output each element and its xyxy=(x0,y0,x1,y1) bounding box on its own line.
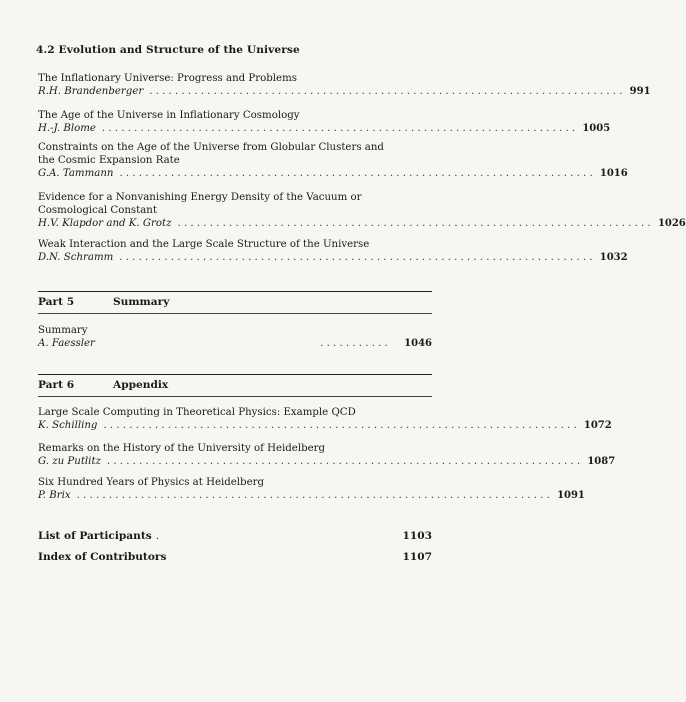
entry-page-number: 1005 xyxy=(582,123,611,134)
dot-leader: .......................................................................... xyxy=(119,252,596,263)
entry-title-line: the Cosmic Expansion Rate xyxy=(38,155,180,166)
entry-page-number: 1087 xyxy=(587,456,616,467)
dot-leader: .......................................................................... xyxy=(177,218,654,229)
entry-author: H.V. Klapdor and K. Grotz xyxy=(38,218,172,229)
back-matter-title: Index of Contributors xyxy=(38,551,167,563)
entry-author: A. Faessler xyxy=(38,338,95,349)
entry-page-number: 1091 xyxy=(557,490,585,501)
toc-entry xyxy=(38,442,616,468)
toc-entry xyxy=(38,324,432,350)
dot-leader: .......................................................................... xyxy=(119,168,596,179)
entry-page-number: 1016 xyxy=(599,168,628,179)
back-matter-row xyxy=(38,551,432,563)
section-heading: 4.2 Evolution and Structure of the Universe xyxy=(36,44,300,56)
entry-author: H.-J. Blome xyxy=(38,123,96,134)
entry-author-line xyxy=(38,419,612,432)
part-name: Summary xyxy=(113,296,170,308)
part-rule xyxy=(38,374,432,375)
entry-page-number: 1046 xyxy=(404,338,432,349)
entry-page-number: 1072 xyxy=(583,420,612,431)
entry-author-line xyxy=(38,337,432,350)
back-matter-page-number: 1103 xyxy=(402,530,432,542)
entry-title-line: Cosmological Constant xyxy=(38,205,157,216)
entry-author: R.H. Brandenberger xyxy=(38,86,144,97)
entry-title: Weak Interaction and the Large Scale Structure of the Universe xyxy=(38,239,370,250)
dot-leader: .......................................................................... xyxy=(101,123,579,134)
dot-leader: .......................................................................... xyxy=(76,490,554,501)
entry-author-line xyxy=(38,455,616,468)
entry-title: The Inflationary Universe: Progress and Problems xyxy=(38,73,297,84)
entry-title-line: Constraints on the Age of the Universe from Globular Clusters and xyxy=(38,142,384,153)
back-matter-title: List of Participants xyxy=(38,530,152,542)
part-rule xyxy=(38,291,432,292)
entry-author: K. Schilling xyxy=(38,420,98,431)
dot-leader: ........... xyxy=(320,338,391,349)
toc-entry xyxy=(38,238,628,264)
entry-author: G. zu Putlitz xyxy=(38,456,101,467)
toc-entry xyxy=(38,191,686,230)
entry-author: G.A. Tammann xyxy=(38,168,114,179)
part-name: Appendix xyxy=(113,379,169,391)
part-rule xyxy=(38,313,432,314)
entry-title: Summary xyxy=(38,325,88,336)
entry-page-number: 1032 xyxy=(599,252,628,263)
entry-author-line xyxy=(38,167,628,180)
entry-author-line xyxy=(38,85,651,98)
part-label: Part 5 xyxy=(38,296,75,308)
toc-entry xyxy=(38,72,651,98)
entry-author-line xyxy=(38,217,686,230)
entry-page-number: 1026 xyxy=(657,218,686,229)
dot-leader: .......................................................................... xyxy=(103,420,580,431)
entry-author: D.N. Schramm xyxy=(38,252,114,263)
entry-page-number: 991 xyxy=(629,86,651,97)
dot-leader: . xyxy=(155,530,160,542)
toc-entry xyxy=(38,141,628,180)
entry-author-line xyxy=(38,122,611,135)
entry-title-line: Evidence for a Nonvanishing Energy Density of the Vacuum or xyxy=(38,192,362,203)
entry-title: Six Hundred Years of Physics at Heidelberg xyxy=(38,477,264,488)
dot-leader: .......................................................................... xyxy=(149,86,626,97)
part-rule xyxy=(38,396,432,397)
entry-author-line xyxy=(38,489,585,502)
toc-entry xyxy=(38,109,611,135)
entry-author-line xyxy=(38,251,628,264)
toc-entry xyxy=(38,476,585,502)
entry-title: Remarks on the History of the University of Heidelberg xyxy=(38,443,326,454)
toc-entry xyxy=(38,406,612,432)
dot-leader: .......................................................................... xyxy=(106,456,584,467)
back-matter-row xyxy=(38,530,432,542)
back-matter-page-number: 1107 xyxy=(402,551,432,563)
part-label: Part 6 xyxy=(38,379,75,391)
entry-title: Large Scale Computing in Theoretical Physics: Example QCD xyxy=(38,407,356,418)
entry-title: The Age of the Universe in Inflationary Cosmology xyxy=(38,110,300,121)
entry-author: P. Brix xyxy=(38,490,71,501)
back-matter-title-wrap xyxy=(38,530,159,542)
